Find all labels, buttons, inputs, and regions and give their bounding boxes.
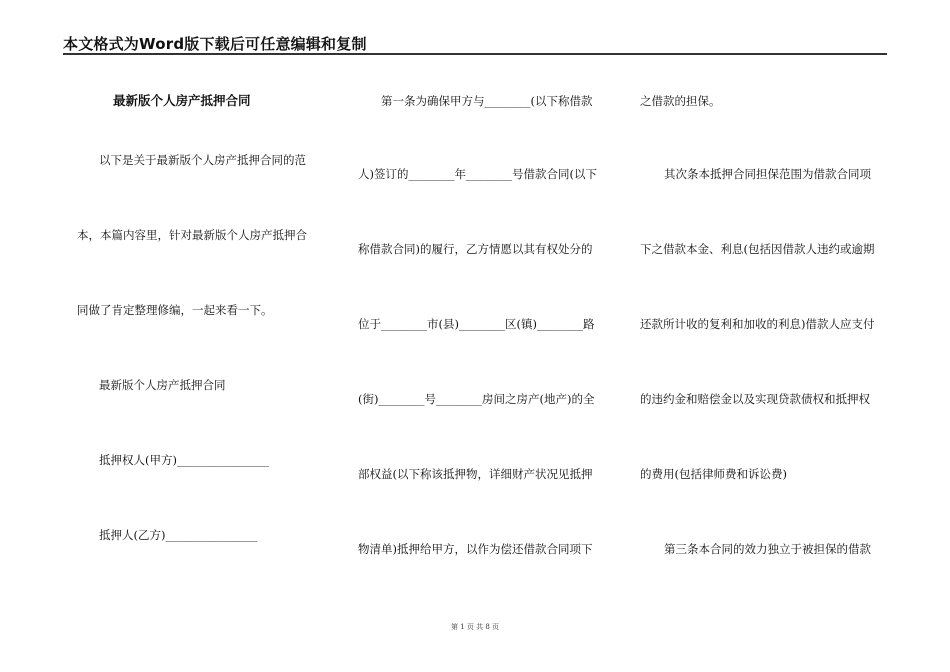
paragraph-line: 还款所计收的复利和加收的利息)借款人应支付 [640,317,875,331]
paragraph-line: 之借款的担保。 [640,94,721,108]
paragraph-line: 位于________市(县)________区(镇)________路 [358,317,595,331]
paragraph-line: 的费用(包括律师费和诉讼费) [640,467,787,481]
paragraph-line: 物清单)抵押给甲方，以作为偿还借款合同项下 [358,542,593,556]
paragraph-line: 人)签订的________年________号借款合同(以下 [358,167,597,181]
paragraph-line: 下之借款本金、利息(包括因借款人违约或逾期 [640,242,875,256]
paragraph-line: (街)________号________房间之房产(地产)的全 [358,392,595,406]
mortgagee-field: 抵押权人(甲方)________________ [99,453,269,467]
paragraph-line: 其次条本抵押合同担保范围为借款合同项 [664,167,871,181]
document-header-title: 本文格式为Word版下载后可任意编辑和复制 [63,35,367,53]
page-number: 第 1 页 共 8 页 [450,623,500,631]
contract-title: 最新版个人房产抵押合同 [113,93,251,108]
paragraph-line: 称借款合同)的履行，乙方情愿以其有权处分的 [358,242,593,256]
section-heading: 最新版个人房产抵押合同 [99,378,226,392]
paragraph-line: 以下是关于最新版个人房产抵押合同的范 [99,153,306,167]
paragraph-line: 第三条本合同的效力独立于被担保的借款 [664,542,871,556]
paragraph-line: 本，本篇内容里，针对最新版个人房产抵押合 [77,228,307,242]
paragraph-line: 的违约金和赔偿金以及实现贷款债权和抵押权 [640,392,870,406]
paragraph-line: 同做了肯定整理修编，一起来看一下。 [77,303,273,317]
mortgagor-field: 抵押人(乙方)________________ [99,528,258,542]
paragraph-line: 部权益(以下称该抵押物，详细财产状况见抵押 [358,467,593,481]
paragraph-line: 第一条为确保甲方与________(以下称借款 [381,94,593,108]
